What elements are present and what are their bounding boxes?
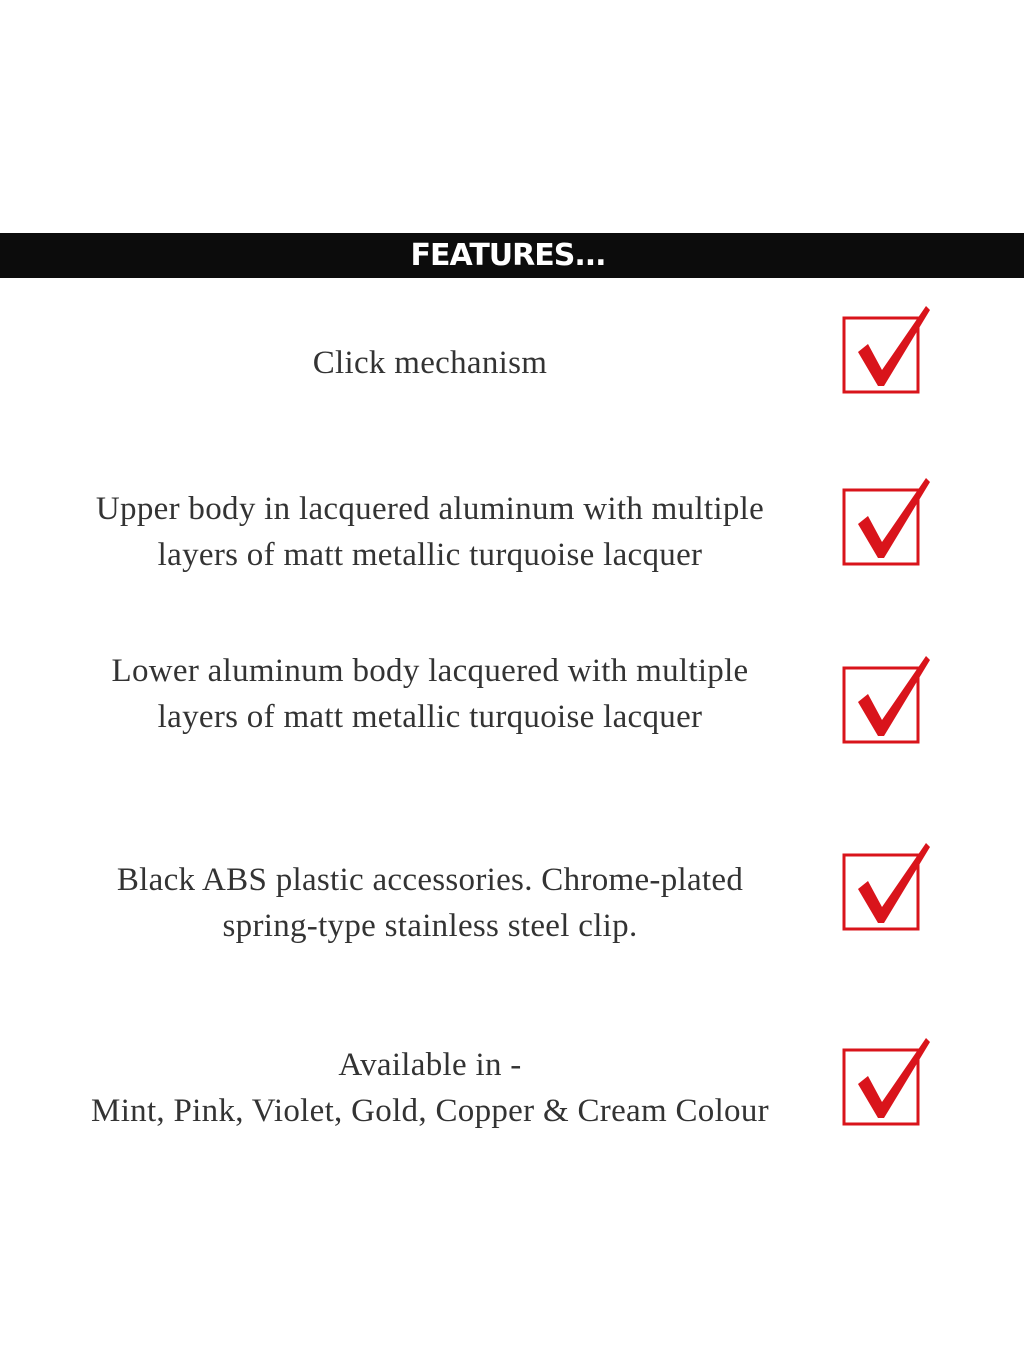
feature-line: Available in - (338, 1047, 522, 1083)
feature-line: layers of matt metallic turquoise lacquer (157, 537, 703, 573)
feature-line: Black ABS plastic accessories. Chrome-plated (116, 862, 744, 898)
feature-text (40, 857, 820, 949)
feature-line: Mint, Pink, Violet, Gold, Copper & Cream Colour (91, 1093, 769, 1129)
checked-box-icon (838, 650, 934, 746)
feature-line: Lower aluminum body lacquered with multiple (111, 653, 749, 689)
feature-line: Upper body in lacquered aluminum with multiple (95, 491, 765, 527)
banner-title: FEATURES... (410, 237, 606, 273)
feature-text (40, 486, 820, 578)
checked-box-icon (838, 472, 934, 568)
checked-box-icon (838, 300, 934, 396)
feature-line: layers of matt metallic turquoise lacquer (157, 699, 703, 735)
checked-box-icon (838, 1032, 934, 1128)
features-banner (0, 233, 1024, 278)
checked-box-icon (838, 837, 934, 933)
feature-text (40, 1042, 820, 1134)
feature-text (40, 648, 820, 740)
feature-line: spring-type stainless steel clip. (222, 908, 638, 944)
feature-line: Click mechanism (312, 345, 548, 381)
feature-text (40, 340, 820, 386)
